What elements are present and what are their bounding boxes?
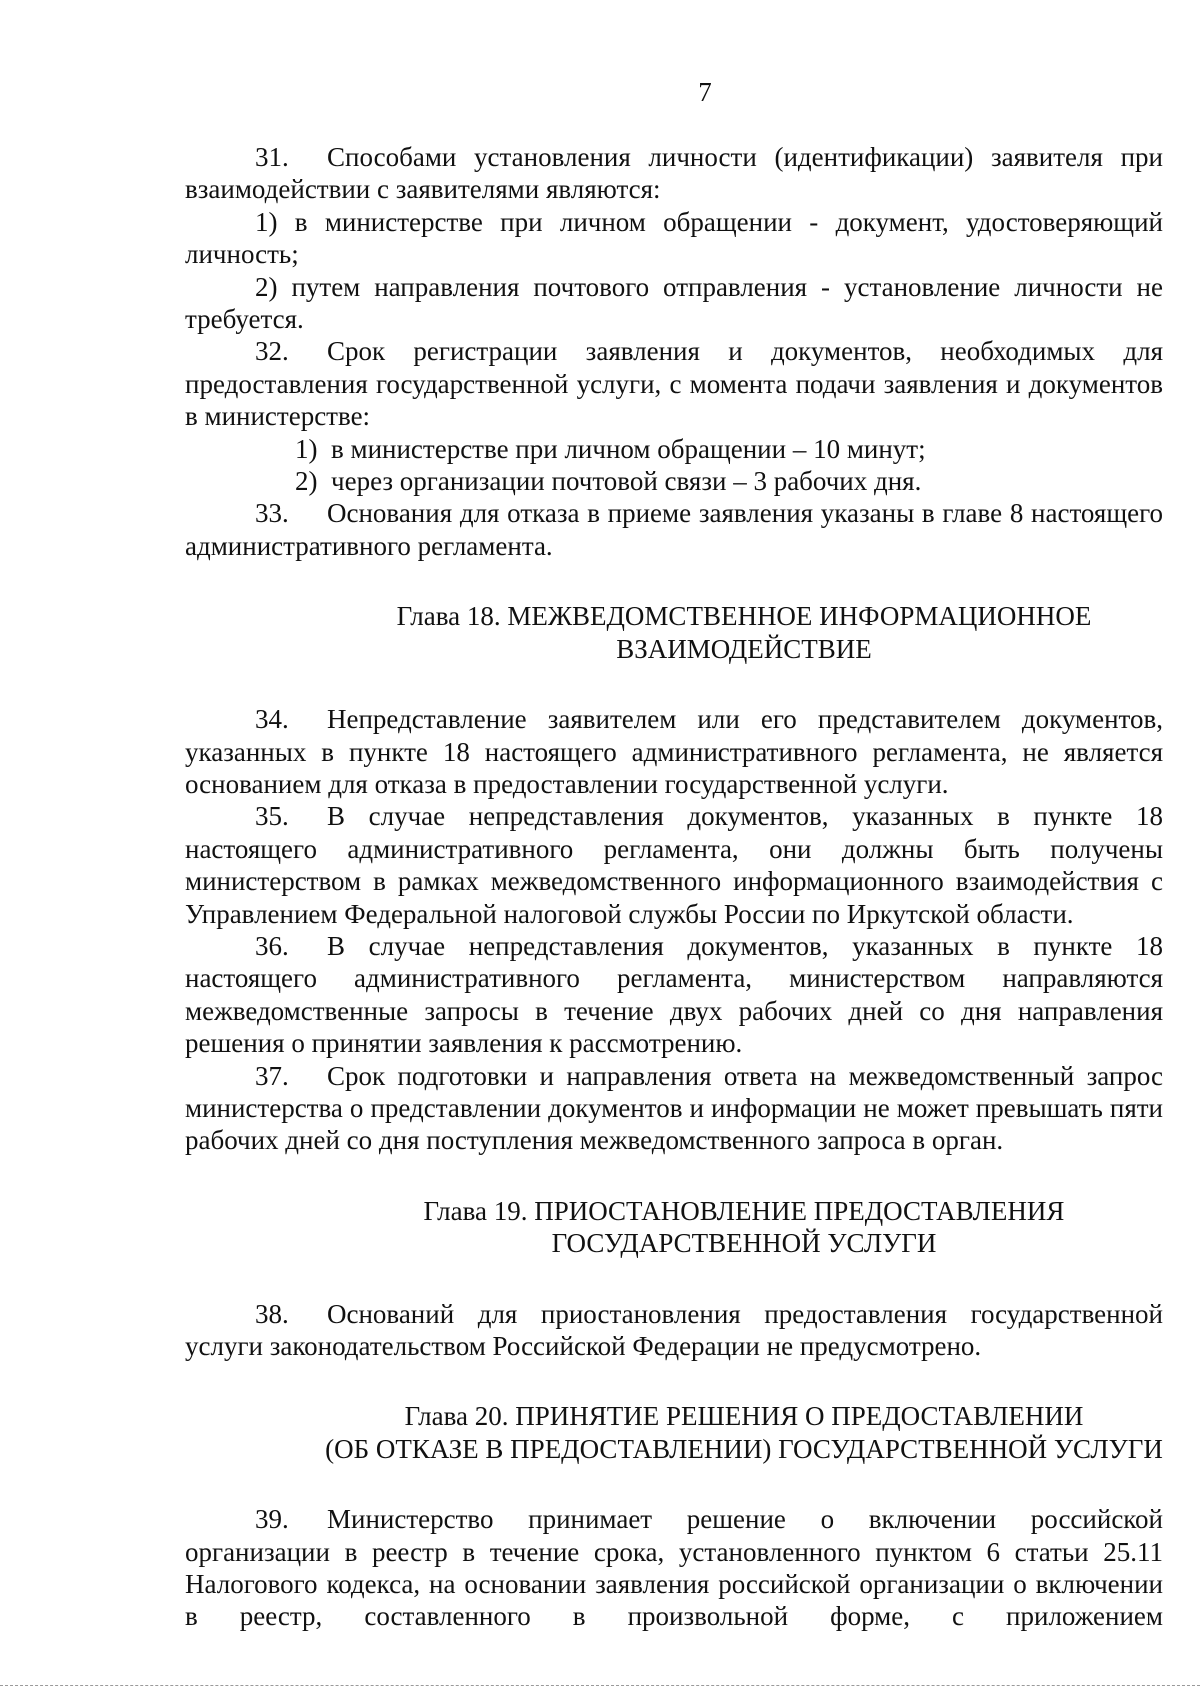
chapter-20-heading-line-2: (ОБ ОТКАЗЕ В ПРЕДОСТАВЛЕНИИ) ГОСУДАРСТВЕННОЙ УСЛУГИ: [325, 1433, 1163, 1464]
paragraph-number: 34.: [255, 704, 289, 735]
paragraph-38: [185, 1298, 1163, 1363]
paragraph-32-item-1: [185, 433, 1163, 465]
paragraph-number: 32.: [255, 336, 289, 367]
paragraph-number: 31.: [255, 142, 289, 172]
document-body: [185, 141, 1163, 1633]
chapter-19-heading-line-1: Глава 19. ПРИОСТАНОВЛЕНИЕ ПРЕДОСТАВЛЕНИЯ: [423, 1195, 1065, 1226]
paragraph-number: 38.: [255, 1298, 289, 1329]
paragraph-35: [185, 800, 1163, 930]
paragraph-text: Срок регистрации заявления и документов, необходимых для предоставления государственной услуги, с момента подачи заявления и документов в министерстве:: [185, 336, 1163, 432]
chapter-20-heading-line-1: Глава 20. ПРИНЯТИЕ РЕШЕНИЯ О ПРЕДОСТАВЛЕНИИ: [404, 1401, 1084, 1432]
paragraph-31-item-1: 1) в министерстве при личном обращении - документ, удостоверяющий личность;: [185, 206, 1163, 270]
paragraph-32-item-2: [185, 465, 1163, 497]
page-number: 7: [698, 77, 712, 107]
spacer: [185, 562, 1163, 600]
chapter-18-heading-line-2: ВЗАИМОДЕЙСТВИЕ: [616, 633, 872, 664]
item-number: 1): [295, 433, 318, 464]
spacer: [185, 1157, 1163, 1195]
item-text: в министерстве при личном обращении – 10 минут;: [331, 433, 926, 464]
paragraph-32: [185, 335, 1163, 432]
paragraph-text: Непредставление заявителем или его представителем документов, указанных в пункте 18 настоящего административного регламента, не является основанием для отказа в предоставлении государственной услуги.: [185, 704, 1163, 799]
paragraph-number: 37.: [255, 1060, 289, 1091]
paragraph-text: Министерство принимает решение о включении российской организации в реестр в течение срока, установленного пунктом 6 статьи 25.11 Налогового кодекса, на основании заявления российской организации о включении в реестр, составленного в произвольной форме, с приложением: [185, 1504, 1163, 1632]
paragraph-31-item-2: 2) путем направления почтового отправления - установление личности не требуется.: [185, 271, 1163, 335]
paragraph-text: Оснований для приостановления предоставления государственной услуги законодательством Российской Федерации не предусмотрено.: [185, 1298, 1163, 1361]
paragraph-36: [185, 930, 1163, 1060]
paragraph-text: Срок подготовки и направления ответа на межведомственный запрос министерства о представлении документов и информации не может превышать пяти рабочих дней со дня поступления межведомственного запроса в орган.: [185, 1060, 1163, 1156]
scan-bottom-edge: [0, 1685, 1200, 1686]
spacer: [185, 665, 1163, 703]
paragraph-text: Способами установления личности (идентификации) заявителя при взаимодействии с заявителями являются:: [185, 142, 1163, 205]
spacer: [185, 1362, 1163, 1400]
paragraph-number: 33.: [255, 498, 289, 529]
paragraph-number: 35.: [255, 801, 289, 832]
paragraph-text: Основания для отказа в приеме заявления указаны в главе 8 настоящего административного регламента.: [185, 498, 1163, 561]
paragraph-31: [185, 141, 1163, 206]
item-number: 2): [295, 466, 318, 497]
spacer: [185, 1260, 1163, 1298]
chapter-18-heading-line-1: Глава 18. МЕЖВЕДОМСТВЕННОЕ ИНФОРМАЦИОННОЕ: [396, 601, 1092, 632]
paragraph-39: [185, 1503, 1163, 1633]
paragraph-text: В случае непредставления документов, указанных в пункте 18 настоящего административного регламента, министерством направляются межведомственные запросы в течение двух рабочих дней со дня направления решения о принятии заявления к рассмотрению.: [185, 930, 1163, 1059]
paragraph-number: 36.: [255, 930, 289, 961]
chapter-19-heading-line-2: ГОСУДАРСТВЕННОЙ УСЛУГИ: [551, 1228, 937, 1259]
paragraph-37: [185, 1060, 1163, 1157]
paragraph-text: В случае непредставления документов, указанных в пункте 18 настоящего административного регламента, они должны быть получены министерством в рамках межведомственного информационного взаимодействия с Управлением Федеральной налоговой службы России по Иркутской области.: [185, 801, 1163, 929]
spacer: [185, 1465, 1163, 1503]
item-text: через организации почтовой связи – 3 рабочих дня.: [331, 466, 922, 497]
paragraph-33: [185, 497, 1163, 562]
paragraph-number: 39.: [255, 1504, 289, 1535]
paragraph-34: [185, 703, 1163, 800]
